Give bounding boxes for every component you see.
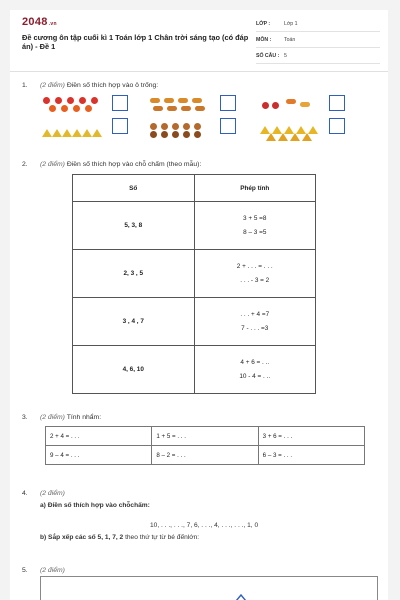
answer-box[interactable] <box>220 118 236 134</box>
q2-table <box>72 174 316 394</box>
answer-box[interactable] <box>329 118 345 134</box>
cup-icon <box>92 129 102 137</box>
strawberry-icon <box>85 105 92 112</box>
q2-number: 2. <box>22 161 28 168</box>
number-cell: 5, 3, 8 <box>73 202 195 250</box>
q1-text <box>40 82 158 89</box>
calc-cell[interactable]: 1 + 5 = . . . <box>152 427 258 446</box>
q5-figure-box <box>40 576 378 600</box>
triangle-shape <box>231 595 251 600</box>
operation-line: 2 + . . . = . . . <box>236 262 273 270</box>
strawberry-icon <box>91 97 98 104</box>
calc-cell[interactable]: 9 – 4 = . . . <box>46 446 152 465</box>
document-title: Đề cương ôn tập cuối kì 1 Toán lớp 1 Chân trời sáng tạo (có đáp án) - Đề 1 <box>22 33 249 51</box>
number-cell: 2, 3 , 5 <box>73 250 195 298</box>
strawberry-icon <box>43 97 50 104</box>
q5-points: (2 điểm) <box>40 567 65 574</box>
burger-icon <box>183 131 190 138</box>
q2-text <box>40 161 201 168</box>
q4-part-b-prefix: b) Sắp xếp các số <box>40 534 96 541</box>
cup-icon <box>42 129 52 137</box>
fish-icon <box>286 99 296 104</box>
strawberry-icon <box>55 97 62 104</box>
q1-number: 1. <box>22 82 28 89</box>
cheese-icon <box>278 133 288 141</box>
meta-value: Lớp 1 <box>284 20 298 27</box>
table-row <box>46 446 365 465</box>
strawberry-icon <box>49 105 56 112</box>
site-logo[interactable] <box>22 16 57 28</box>
burger-icon <box>161 123 168 130</box>
table-row <box>46 427 365 446</box>
meta-key: MÔN : <box>256 36 272 43</box>
answer-box[interactable] <box>220 95 236 111</box>
cheese-icon <box>302 133 312 141</box>
q2-instruction: Điền số thích hợp vào chỗ chấm (theo mẫu): <box>66 161 202 168</box>
column-header-number: Số <box>73 175 195 202</box>
operation-cell[interactable] <box>194 298 316 346</box>
q3-table <box>45 426 365 465</box>
operation-line: 10 - 4 = . .. <box>239 372 271 380</box>
q4-points: (2 điểm) <box>40 490 65 497</box>
operation-line: 7 - . . . =3 <box>241 324 269 332</box>
answer-box[interactable] <box>329 95 345 111</box>
q1-points: (2 điểm) <box>40 82 65 89</box>
q4-number: 4. <box>22 490 28 497</box>
q2-points: (2 điểm) <box>40 161 65 168</box>
bread-icon <box>167 106 177 111</box>
calc-cell[interactable]: 2 + 4 = . . . <box>46 427 152 446</box>
strawberry-icon <box>73 105 80 112</box>
bread-icon <box>192 98 202 103</box>
bread-icon <box>195 106 205 111</box>
answer-box[interactable] <box>112 95 128 111</box>
calc-cell[interactable]: 6 – 3 = . . . <box>258 446 364 465</box>
burger-icon <box>194 131 201 138</box>
operation-cell[interactable] <box>194 250 316 298</box>
bread-icon <box>164 98 174 103</box>
table-row <box>73 250 316 298</box>
q4-part-a: a) Điền số thích hợp vào chỗchấm: <box>40 502 150 509</box>
operation-cell[interactable] <box>194 346 316 394</box>
meta-value: Toán <box>284 36 296 43</box>
meta-value: 5 <box>284 52 287 59</box>
q3-points: (2 điểm) <box>40 414 65 421</box>
strawberry-icon <box>61 105 68 112</box>
cheese-icon <box>290 133 300 141</box>
bread-icon <box>153 106 163 111</box>
operation-line: 4 + 6 = . .. <box>240 358 270 366</box>
q5-number: 5. <box>22 567 28 574</box>
number-cell: 3 , 4 , 7 <box>73 298 195 346</box>
crab-icon <box>272 102 279 109</box>
operation-cell <box>194 202 316 250</box>
q5-shapes <box>41 577 379 600</box>
operation-line: 3 + 5 =8 <box>243 214 267 222</box>
meta-key: SỐ CÂU : <box>256 52 280 59</box>
burger-icon <box>172 131 179 138</box>
document-page <box>10 10 388 600</box>
q4-sequence[interactable]: 10, . . ., . . ., 7, 6, . . ., 4, . . ., . . ., 1, 0 <box>150 522 259 529</box>
q4-part-b-suffix: theo thứ tự từ bé đếnlớn: <box>125 534 200 541</box>
number-cell: 4, 6, 10 <box>73 346 195 394</box>
operation-line: . . . - 3 = 2 <box>240 276 270 284</box>
logo-text: 2048 <box>22 16 48 28</box>
burger-icon <box>194 123 201 130</box>
crab-icon <box>262 102 269 109</box>
cup-icon <box>52 129 62 137</box>
burger-icon <box>161 131 168 138</box>
bread-icon <box>181 106 191 111</box>
meta-row-count <box>256 48 380 64</box>
burger-icon <box>150 131 157 138</box>
burger-icon <box>183 123 190 130</box>
cup-icon <box>72 129 82 137</box>
meta-row-class <box>256 16 380 32</box>
table-row <box>73 346 316 394</box>
table-header-row <box>73 175 316 202</box>
logo-suffix: .vn <box>48 21 57 27</box>
table-row <box>73 298 316 346</box>
q1-instruction: Điền số thích hợp vào ô trống: <box>66 82 159 89</box>
q3-instruction: Tính nhẩm: <box>66 414 102 421</box>
q3-text <box>40 414 101 421</box>
operation-line: . . . + 4 =7 <box>240 310 270 318</box>
burger-icon <box>172 123 179 130</box>
burger-icon <box>150 123 157 130</box>
strawberry-icon <box>79 97 86 104</box>
answer-box[interactable] <box>112 118 128 134</box>
bread-icon <box>150 98 160 103</box>
cup-icon <box>62 129 72 137</box>
meta-panel <box>256 16 380 64</box>
calc-cell[interactable]: 3 + 6 = . . . <box>258 427 364 446</box>
q4-part-b-numbers: 5, 1, 7, 2 <box>97 534 124 541</box>
calc-cell[interactable]: 8 – 2 = . . . <box>152 446 258 465</box>
header-divider <box>10 71 388 72</box>
operation-line: 8 – 3 =5 <box>243 228 267 236</box>
q3-number: 3. <box>22 414 28 421</box>
q4-part-b <box>40 534 199 541</box>
meta-row-subject <box>256 32 380 48</box>
strawberry-icon <box>67 97 74 104</box>
cheese-icon <box>266 133 276 141</box>
meta-key: LỚP : <box>256 20 271 27</box>
fish-icon <box>300 102 310 107</box>
column-header-operation: Phép tính <box>194 175 316 202</box>
cup-icon <box>82 129 92 137</box>
table-row <box>73 202 316 250</box>
bread-icon <box>178 98 188 103</box>
